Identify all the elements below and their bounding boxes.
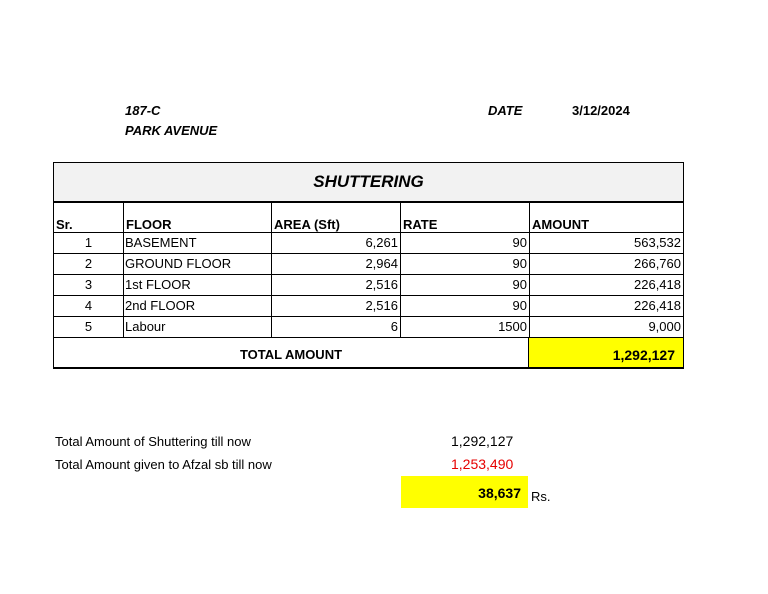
table-cell-area: 2,516 bbox=[271, 275, 401, 296]
table-cell-amount: 563,532 bbox=[529, 233, 684, 254]
date-label: DATE bbox=[488, 103, 523, 118]
total-value: 1,292,127 bbox=[612, 347, 675, 363]
table-cell-sr: 4 bbox=[53, 296, 124, 317]
table-cell-floor: 1st FLOOR bbox=[123, 275, 272, 296]
table-cell-sr: 5 bbox=[53, 317, 124, 338]
table-cell-floor: GROUND FLOOR bbox=[123, 254, 272, 275]
table-cell-area: 2,516 bbox=[271, 296, 401, 317]
table-cell-rate: 90 bbox=[400, 233, 530, 254]
col-header-amount: AMOUNT bbox=[529, 202, 684, 233]
table-cell-rate: 1500 bbox=[400, 317, 530, 338]
table-cell-rate: 90 bbox=[400, 254, 530, 275]
balance-value: 38,637 bbox=[478, 485, 521, 501]
table-title: SHUTTERING bbox=[313, 172, 424, 191]
balance-highlight bbox=[401, 476, 528, 508]
table-cell-amount: 226,418 bbox=[529, 275, 684, 296]
table-cell-floor: BASEMENT bbox=[123, 233, 272, 254]
project-location: PARK AVENUE bbox=[125, 123, 218, 138]
table-cell-sr: 2 bbox=[53, 254, 124, 275]
col-header-floor: FLOOR bbox=[123, 202, 272, 233]
table-cell-rate: 90 bbox=[400, 275, 530, 296]
summary-given-value: 1,253,490 bbox=[451, 456, 514, 472]
total-label: TOTAL AMOUNT bbox=[239, 347, 343, 362]
shuttering-table bbox=[53, 162, 684, 369]
table-cell-sr: 3 bbox=[53, 275, 124, 296]
table-cell-sr: 1 bbox=[53, 233, 124, 254]
summary-given-label: Total Amount given to Afzal sb till now bbox=[55, 457, 272, 472]
table-cell-rate: 90 bbox=[400, 296, 530, 317]
table-title-box bbox=[53, 162, 684, 202]
table-cell-amount: 266,760 bbox=[529, 254, 684, 275]
col-header-sr: Sr. bbox=[53, 202, 124, 233]
col-header-area: AREA (Sft) bbox=[271, 202, 401, 233]
table-cell-amount: 9,000 bbox=[529, 317, 684, 338]
table-cell-area: 6 bbox=[271, 317, 401, 338]
currency-label: Rs. bbox=[531, 489, 551, 504]
total-label-cell bbox=[53, 338, 529, 369]
summary-shuttering-value: 1,292,127 bbox=[451, 433, 514, 449]
col-header-rate: RATE bbox=[400, 202, 530, 233]
total-value-cell bbox=[529, 338, 684, 369]
table-cell-floor: 2nd FLOOR bbox=[123, 296, 272, 317]
table-cell-floor: Labour bbox=[123, 317, 272, 338]
date-value: 3/12/2024 bbox=[572, 103, 630, 118]
project-code: 187-C bbox=[125, 103, 161, 118]
table-cell-amount: 226,418 bbox=[529, 296, 684, 317]
summary-shuttering-label: Total Amount of Shuttering till now bbox=[55, 434, 251, 449]
table-cell-area: 6,261 bbox=[271, 233, 401, 254]
table-cell-area: 2,964 bbox=[271, 254, 401, 275]
